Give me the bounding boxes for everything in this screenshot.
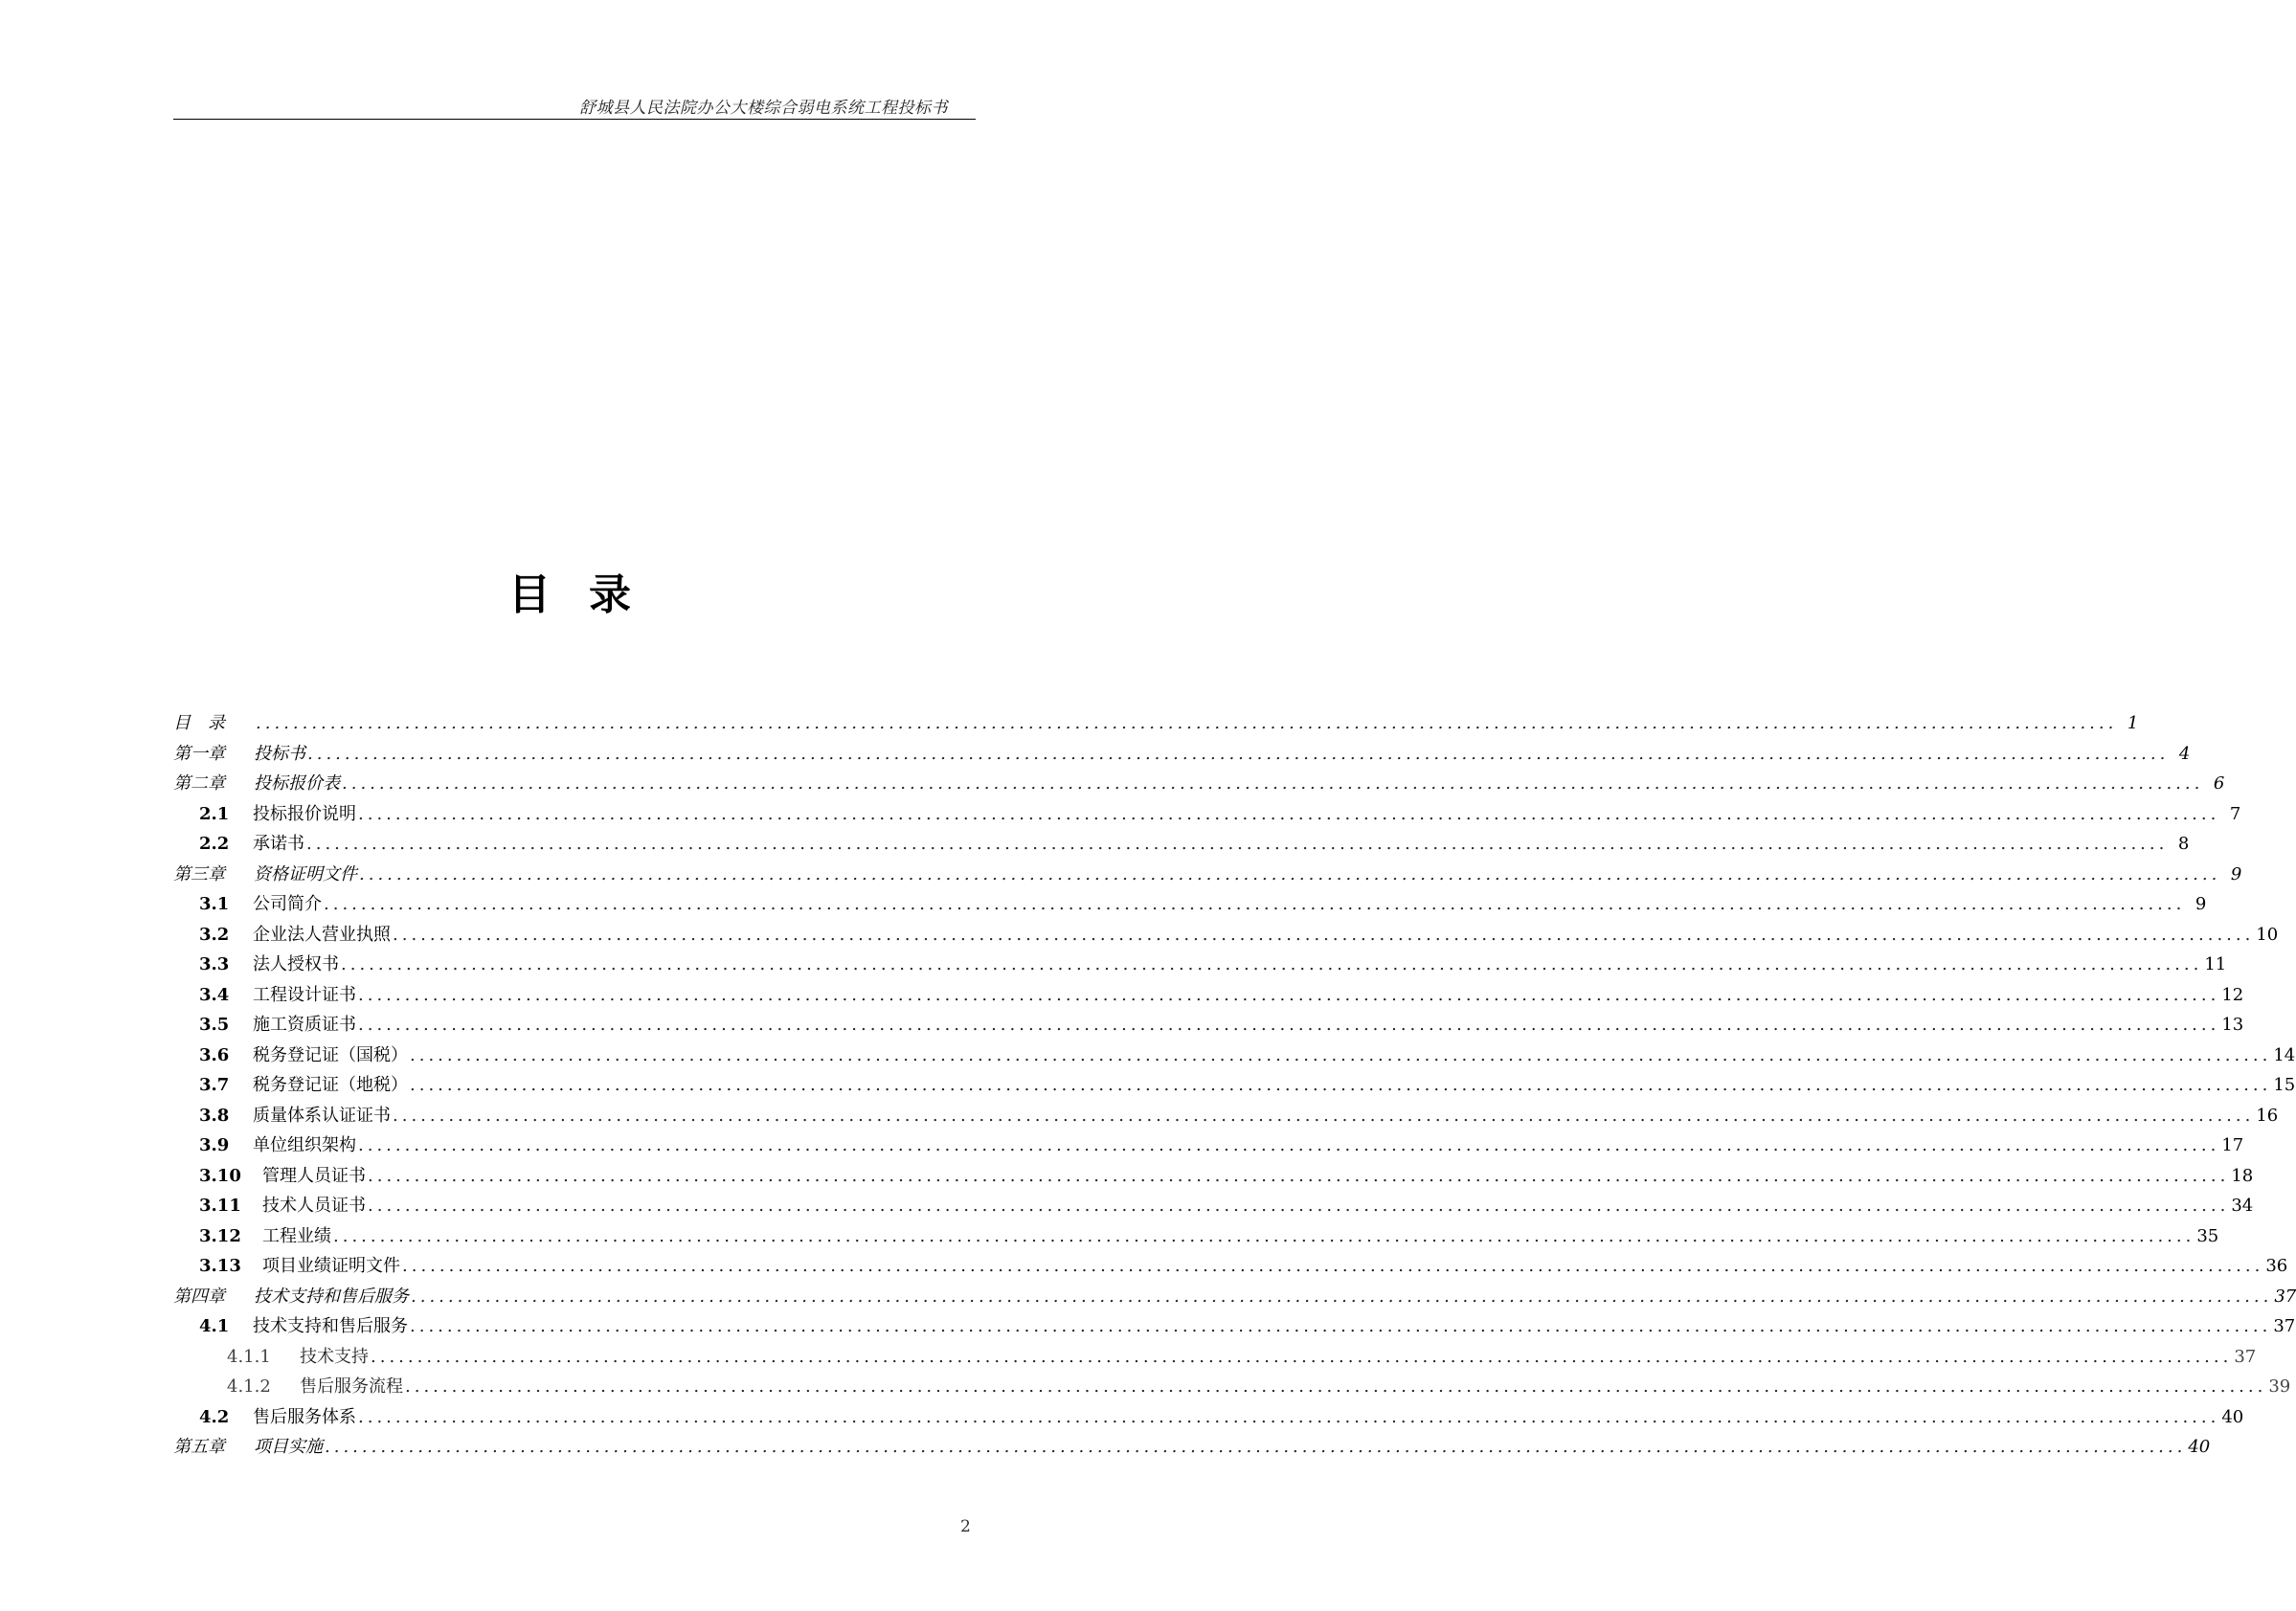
toc-entry-page: 12 <box>2221 984 2244 1005</box>
toc-entry-number: 3.11 <box>199 1196 241 1216</box>
toc-entry-number: 第二章 <box>173 773 225 794</box>
toc-entry-label: 税务登记证（国税） <box>253 1044 408 1065</box>
toc-entry-page: 7 <box>2229 803 2241 824</box>
toc-entry-label: 企业法人营业执照 <box>253 924 391 945</box>
toc-entry-label: 单位组织架构 <box>253 1135 356 1155</box>
toc-dot-leader: ........................................................................................................................................................................................................ <box>410 1075 2272 1095</box>
toc-dot-leader: ........................................................................................................................................................................................................ <box>333 1225 2195 1246</box>
toc-entry-number: 第一章 <box>173 743 225 764</box>
toc-dot-leader: ........................................................................................................................................................................................................ <box>410 1316 2272 1336</box>
toc-entry-number: 3.12 <box>199 1225 241 1246</box>
toc-entry-label: 公司简介 <box>253 894 322 914</box>
toc-entry-label: 施工资质证书 <box>253 1015 356 1035</box>
toc-entry-number: 3.5 <box>199 1015 230 1035</box>
toc-dot-leader: ........................................................................................................................................................................................................ <box>358 984 2220 1005</box>
toc-entry[interactable] <box>173 1283 2296 1313</box>
toc-entry-number: 3.9 <box>199 1135 230 1155</box>
toc-entry-page: 35 <box>2196 1225 2219 1246</box>
toc-entry-label: 技术支持和售后服务 <box>253 1316 408 1336</box>
toc-entry[interactable] <box>173 1162 2254 1193</box>
toc-entry[interactable] <box>173 951 2227 981</box>
toc-entry[interactable] <box>173 890 2207 921</box>
toc-entry-page: 37 <box>2273 1316 2296 1336</box>
toc-entry[interactable] <box>173 1433 2211 1464</box>
toc-entry-number: 3.2 <box>199 924 230 945</box>
toc-entry-page: 37 <box>2274 1286 2296 1307</box>
toc-dot-leader: ........................................................................................................................................................................................................ <box>393 924 2255 945</box>
toc-entry[interactable] <box>173 1343 2257 1374</box>
toc-entry-number: 3.1 <box>199 894 230 914</box>
toc-entry[interactable] <box>173 1011 2244 1041</box>
toc-entry-page: 10 <box>2256 924 2279 945</box>
toc-dot-leader: ........................................................................................................................................................................................................ <box>405 1376 2267 1397</box>
toc-entry[interactable] <box>173 740 2191 771</box>
toc-entry[interactable] <box>173 1131 2244 1162</box>
toc-entry-label: 质量体系认证证书 <box>253 1105 391 1126</box>
toc-entry-label: 项目实施 <box>254 1437 323 1457</box>
toc-entry-page: 8 <box>2177 834 2190 854</box>
toc-entry-page: 6 <box>2213 773 2225 794</box>
toc-entry[interactable] <box>173 1373 2291 1403</box>
toc-entry[interactable] <box>173 709 2139 740</box>
toc-dot-leader: ........................................................................................................................................................................................................ <box>256 713 2118 733</box>
toc-entry-page: 1 <box>2127 713 2139 733</box>
toc-entry-page: 17 <box>2221 1135 2244 1155</box>
toc-entry-label: 投标报价表 <box>254 773 340 794</box>
toc-dot-leader: ........................................................................................................................................................................................................ <box>359 863 2221 884</box>
toc-entry[interactable] <box>173 830 2190 861</box>
toc-entry-page: 40 <box>2221 1406 2244 1427</box>
toc-entry-label: 管理人员证书 <box>262 1165 366 1186</box>
toc-dot-leader: ........................................................................................................................................................................................................ <box>341 954 2203 974</box>
toc-dot-leader: ........................................................................................................................................................................................................ <box>306 834 2169 854</box>
toc-entry-number: 4.2 <box>199 1406 230 1427</box>
toc-dot-leader: ........................................................................................................................................................................................................ <box>325 1437 2187 1457</box>
toc-entry[interactable] <box>173 861 2242 891</box>
toc-entry-page: 9 <box>2195 894 2207 914</box>
toc-dot-leader: ........................................................................................................................................................................................................ <box>358 1135 2220 1155</box>
toc-entry-label: 资格证明文件 <box>254 863 357 884</box>
toc-entry-page: 18 <box>2231 1165 2254 1186</box>
toc-entry-page: 15 <box>2273 1075 2296 1095</box>
toc-entry-label: 工程业绩 <box>262 1225 331 1246</box>
toc-entry-number: 4.1.1 <box>227 1346 271 1367</box>
toc-entry-number: 4.1.2 <box>227 1376 271 1397</box>
toc-entry-label: 投标报价说明 <box>253 803 356 824</box>
toc-entry-page: 16 <box>2256 1105 2279 1126</box>
toc-entry-number: 3.4 <box>199 984 230 1005</box>
toc-entry[interactable] <box>173 1403 2244 1434</box>
toc-entry[interactable] <box>173 1192 2254 1222</box>
toc-entry-number: 3.7 <box>199 1075 230 1095</box>
toc-entry-number: 第三章 <box>173 863 225 884</box>
toc-entry-label: 售后服务体系 <box>253 1406 356 1427</box>
toc-dot-leader: ........................................................................................................................................................................................................ <box>393 1105 2255 1126</box>
toc-entry[interactable] <box>173 1041 2296 1072</box>
running-header: 舒城县人民法院办公大楼综合弱电系统工程投标书 <box>579 99 948 118</box>
toc-entry-page: 13 <box>2221 1015 2244 1035</box>
toc-entry-label: 技术人员证书 <box>262 1196 366 1216</box>
toc-entry-page: 39 <box>2268 1376 2291 1397</box>
toc-dot-leader: ........................................................................................................................................................................................................ <box>411 1286 2273 1307</box>
toc-entry-page: 4 <box>2178 743 2191 764</box>
toc-entry-number: 4.1 <box>199 1316 230 1336</box>
toc-entry-label: 售后服务流程 <box>300 1376 403 1397</box>
toc-entry-number: 3.8 <box>199 1105 230 1126</box>
toc-dot-leader: ........................................................................................................................................................................................................ <box>371 1346 2233 1367</box>
toc-entry[interactable] <box>173 1071 2296 1102</box>
toc-dot-leader: ........................................................................................................................................................................................................ <box>342 773 2204 794</box>
toc-entry-number: 3.10 <box>199 1165 241 1186</box>
toc-dot-leader: ........................................................................................................................................................................................................ <box>358 803 2220 824</box>
toc-entry-page: 14 <box>2273 1044 2296 1065</box>
toc-entry-label: 技术支持 <box>300 1346 369 1367</box>
toc-entry-label: 技术支持和售后服务 <box>254 1286 409 1307</box>
toc-entry-page: 36 <box>2265 1256 2288 1276</box>
toc-entry-number: 2.1 <box>199 803 230 824</box>
toc-entry-label: 项目业绩证明文件 <box>262 1256 400 1276</box>
toc-entry-label: 承诺书 <box>253 834 304 854</box>
toc-entry-label: 投标书 <box>254 743 305 764</box>
toc-entry-number: 第四章 <box>173 1286 225 1307</box>
toc-entry[interactable] <box>173 1252 2288 1283</box>
toc-entry[interactable] <box>173 1102 2279 1132</box>
toc-entry-page: 40 <box>2188 1437 2211 1457</box>
table-of-contents <box>173 709 2296 1464</box>
toc-dot-leader: ........................................................................................................................................................................................................ <box>358 1406 2220 1427</box>
toc-entry-page: 11 <box>2204 954 2227 974</box>
toc-entry-number: 第五章 <box>173 1437 225 1457</box>
toc-entry-label: 工程设计证书 <box>253 984 356 1005</box>
toc-entry[interactable] <box>173 981 2244 1012</box>
toc-entry-number: 3.3 <box>199 954 230 974</box>
page-number: 2 <box>960 1517 971 1536</box>
toc-entry[interactable] <box>173 800 2241 831</box>
toc-dot-leader: ........................................................................................................................................................................................................ <box>307 743 2170 764</box>
toc-entry-page: 34 <box>2231 1196 2254 1216</box>
toc-entry[interactable] <box>173 1222 2219 1253</box>
toc-dot-leader: ........................................................................................................................................................................................................ <box>368 1196 2230 1216</box>
toc-entry-page: 37 <box>2234 1346 2257 1367</box>
header-rule <box>173 119 976 120</box>
toc-entry-number: 3.6 <box>199 1044 230 1065</box>
toc-entry[interactable] <box>173 1312 2296 1343</box>
toc-entry[interactable] <box>173 770 2225 800</box>
toc-entry-label: 税务登记证（地税） <box>253 1075 408 1095</box>
toc-entry-number: 3.13 <box>199 1256 241 1276</box>
toc-entry-number: 目 录 <box>173 713 225 733</box>
toc-entry[interactable] <box>173 921 2279 951</box>
toc-dot-leader: ........................................................................................................................................................................................................ <box>410 1044 2272 1065</box>
toc-dot-leader: ........................................................................................................................................................................................................ <box>358 1015 2220 1035</box>
toc-title: 目录 <box>508 571 669 619</box>
toc-dot-leader: ........................................................................................................................................................................................................ <box>368 1165 2230 1186</box>
toc-dot-leader: ........................................................................................................................................................................................................ <box>324 894 2186 914</box>
toc-dot-leader: ........................................................................................................................................................................................................ <box>402 1256 2264 1276</box>
toc-entry-number: 2.2 <box>199 834 230 854</box>
toc-entry-label: 法人授权书 <box>253 954 339 974</box>
toc-entry-page: 9 <box>2230 863 2242 884</box>
